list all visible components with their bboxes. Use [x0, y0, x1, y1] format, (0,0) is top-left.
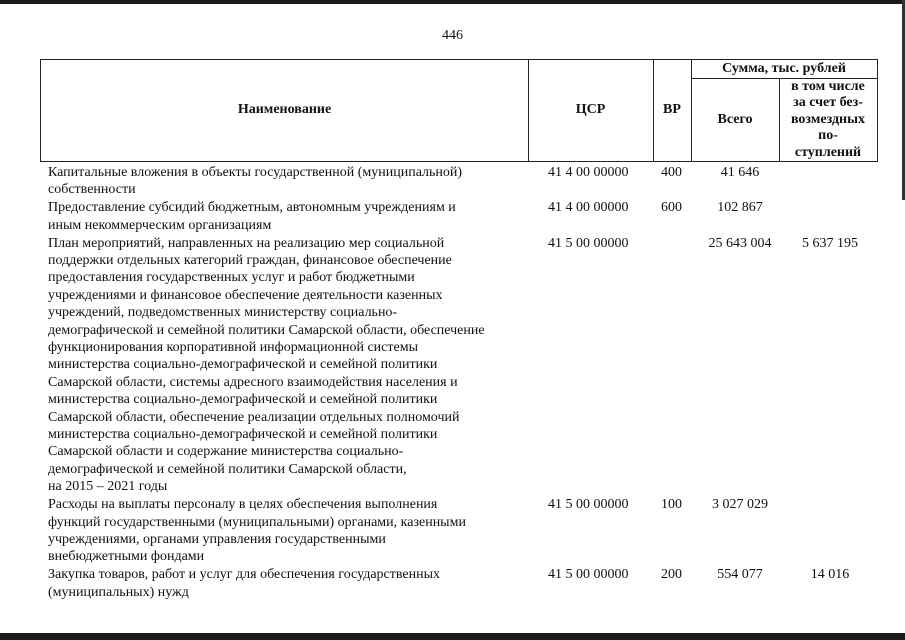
row-name-line: учреждений, подведомственных министерству социально- [48, 305, 398, 321]
row-name [48, 566, 538, 601]
row-csr: 41 5 00 00000 [548, 497, 629, 513]
row-name-line: на 2015 – 2021 годы [48, 479, 168, 495]
header-total: Всего [717, 112, 753, 127]
row-name-line: поддержки отдельных категорий граждан, финансовое обеспечение [48, 253, 452, 268]
row-name-line: Самарской области и содержание министерства социально- [48, 444, 404, 460]
row-name-line: внебюджетными фондами [48, 549, 205, 565]
header-free-receipts [779, 79, 877, 161]
row-name-line: Расходы на выплаты персоналу в целях обеспечения выполнения [48, 497, 438, 513]
row-name [48, 235, 538, 496]
row-name-line: функционирования корпоративной информационной системы [48, 340, 418, 356]
row-name-line: учреждениями и финансовое обеспечение деятельности казенных [48, 287, 443, 303]
header-csr: ЦСР [575, 102, 606, 117]
row-name [48, 164, 538, 199]
row-free-receipts: 5 637 195 [802, 235, 858, 251]
row-total: 102 867 [717, 200, 763, 216]
row-name-line: министерства социально-демографической и семейной политики [48, 392, 438, 408]
header-free-line: возмездных [790, 111, 866, 127]
row-name-line: Самарской области, обеспечение реализации отдельных полномочий [48, 409, 460, 425]
row-name-line: План мероприятий, направленных на реализацию мер социальной [48, 235, 445, 251]
row-name-line: собственности [48, 182, 136, 198]
header-vr: ВР [663, 102, 681, 117]
header-free-line: в том числе [791, 79, 865, 94]
row-vr: 100 [661, 497, 682, 513]
row-name-line: министерства социально-демографической и семейной политики [48, 357, 438, 373]
bottom-border-rule [0, 633, 905, 640]
row-name-line: учреждениями, органами управления государственными [48, 531, 386, 547]
row-name-line: Самарской области, системы адресного взаимодействия населения и [48, 374, 458, 390]
row-name-line: Капитальные вложения в объекты государственной (муниципальной) [48, 165, 463, 180]
header-name: Наименование [237, 102, 332, 117]
header-free-line: за счет без- [793, 95, 863, 111]
row-total: 25 643 004 [708, 235, 772, 251]
row-csr: 41 4 00 00000 [548, 165, 629, 180]
row-total: 554 077 [717, 567, 763, 583]
header-free-line: по- [818, 128, 838, 144]
row-free-receipts: 14 016 [810, 567, 850, 583]
top-border-rule [0, 0, 905, 4]
row-vr: 400 [661, 165, 682, 180]
row-name-line: демографической и семейной политики Самарской области, [48, 461, 407, 477]
row-name-line: (муниципальных) нужд [48, 584, 189, 600]
row-csr: 41 5 00 00000 [548, 567, 629, 583]
row-vr: 600 [661, 200, 682, 216]
row-name-line: Предоставление субсидий бюджетным, автономным учреждениям и [48, 200, 456, 216]
row-csr: 41 4 00 00000 [548, 200, 629, 216]
header-sum-group: Сумма, тыс. рублей [722, 61, 846, 76]
row-name [48, 496, 538, 566]
row-name-line: предоставления государственных услуг и работ бюджетными [48, 270, 415, 286]
row-vr: 200 [661, 567, 682, 583]
row-total: 3 027 029 [712, 497, 768, 513]
row-name-line: функций государственными (муниципальными) органами, казенными [48, 514, 466, 530]
header-free-line: ступлений [794, 144, 862, 160]
row-name-line: демографической и семейной политики Самарской области, обеспечение [48, 322, 485, 338]
row-name-line: Закупка товаров, работ и услуг для обеспечения государственных [48, 567, 441, 583]
row-name-line: иным некоммерческим организациям [48, 217, 272, 233]
row-name [48, 199, 538, 234]
table-header [40, 59, 878, 162]
row-total: 41 646 [720, 165, 760, 180]
page-number: 446 [442, 28, 463, 43]
row-csr: 41 5 00 00000 [548, 235, 629, 251]
row-name-line: министерства социально-демографической и семейной политики [48, 427, 438, 443]
